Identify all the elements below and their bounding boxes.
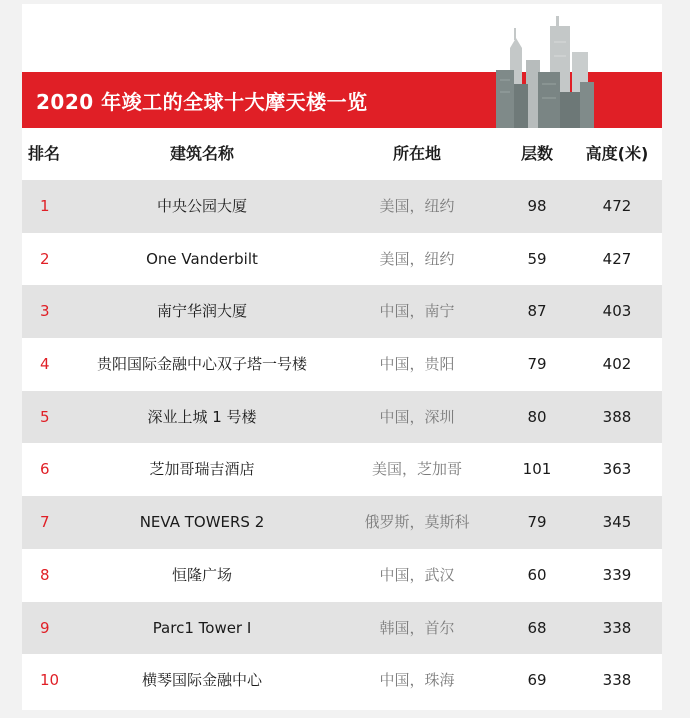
row-name: 横琴国际金融中心	[141, 671, 262, 690]
row-floors: 79	[527, 513, 547, 532]
row-name: 恒隆广场	[171, 565, 232, 584]
row-floors: 79	[527, 355, 547, 374]
row-height: 403	[602, 302, 632, 321]
row-floors: 98	[527, 197, 547, 215]
table-row	[22, 654, 662, 707]
header-height: 高度(米)	[585, 144, 649, 163]
header-location: 所在地	[392, 144, 441, 163]
row-height: 338	[602, 671, 632, 690]
row-location: 美国，纽约	[379, 249, 455, 268]
row-rank: 1	[40, 197, 50, 215]
row-height: 339	[602, 565, 632, 584]
ranking-card	[22, 4, 662, 710]
row-floors: 87	[527, 302, 547, 321]
header-floors: 层数	[520, 144, 553, 163]
row-name: 贵阳国际金融中心双子塔一号楼	[96, 355, 307, 374]
row-rank: 5	[40, 407, 50, 426]
table-row	[22, 285, 662, 338]
row-name: NEVA TOWERS 2	[139, 513, 265, 532]
page-title: 2020 年竣工的全球十大摩天楼一览	[36, 90, 368, 114]
row-rank: 8	[40, 565, 50, 584]
row-location: 中国，武汉	[379, 565, 455, 584]
row-floors: 69	[527, 671, 547, 690]
row-rank: 7	[40, 513, 50, 532]
row-floors: 80	[527, 407, 547, 426]
row-location: 美国，芝加哥	[371, 460, 462, 479]
row-height: 338	[602, 618, 632, 637]
row-name: 深业上城 1 号楼	[147, 407, 257, 426]
row-location: 中国，珠海	[379, 671, 455, 690]
row-rank: 4	[40, 355, 50, 374]
row-height: 472	[602, 197, 632, 215]
row-rank: 9	[40, 618, 50, 637]
table-row	[22, 180, 662, 233]
header-rank: 排名	[28, 144, 61, 163]
table-row	[22, 391, 662, 444]
row-floors: 68	[527, 618, 547, 637]
table-row	[22, 602, 662, 655]
row-location: 韩国，首尔	[379, 618, 455, 637]
row-height: 388	[602, 407, 632, 426]
table-row	[22, 233, 662, 286]
row-location: 中国，贵阳	[379, 355, 455, 374]
row-rank: 2	[40, 249, 50, 268]
table-row	[22, 338, 662, 391]
row-location: 俄罗斯，莫斯科	[364, 513, 470, 532]
row-rank: 10	[40, 671, 60, 690]
table-row	[22, 496, 662, 549]
row-height: 427	[602, 249, 632, 268]
row-floors: 60	[527, 565, 547, 584]
row-name: Parc1 Tower I	[152, 618, 252, 637]
row-floors: 101	[522, 460, 552, 479]
row-height: 363	[602, 460, 632, 479]
row-name: 南宁华润大厦	[156, 302, 247, 321]
row-location: 中国，深圳	[379, 407, 455, 426]
table-header	[22, 128, 662, 180]
row-location: 美国，纽约	[379, 197, 455, 215]
table-row	[22, 549, 662, 602]
row-rank: 3	[40, 302, 50, 321]
row-rank: 6	[40, 460, 50, 479]
table-body	[22, 180, 662, 707]
row-name: One Vanderbilt	[146, 249, 258, 268]
header-name: 建筑名称	[169, 144, 234, 163]
row-height: 345	[602, 513, 632, 532]
table-row	[22, 443, 662, 496]
row-name: 芝加哥瑞吉酒店	[149, 460, 255, 479]
skyline-illustration	[492, 12, 604, 128]
row-name: 中央公园大厦	[156, 197, 247, 215]
row-floors: 59	[527, 249, 547, 268]
row-height: 402	[602, 355, 632, 374]
row-location: 中国，南宁	[379, 302, 455, 321]
